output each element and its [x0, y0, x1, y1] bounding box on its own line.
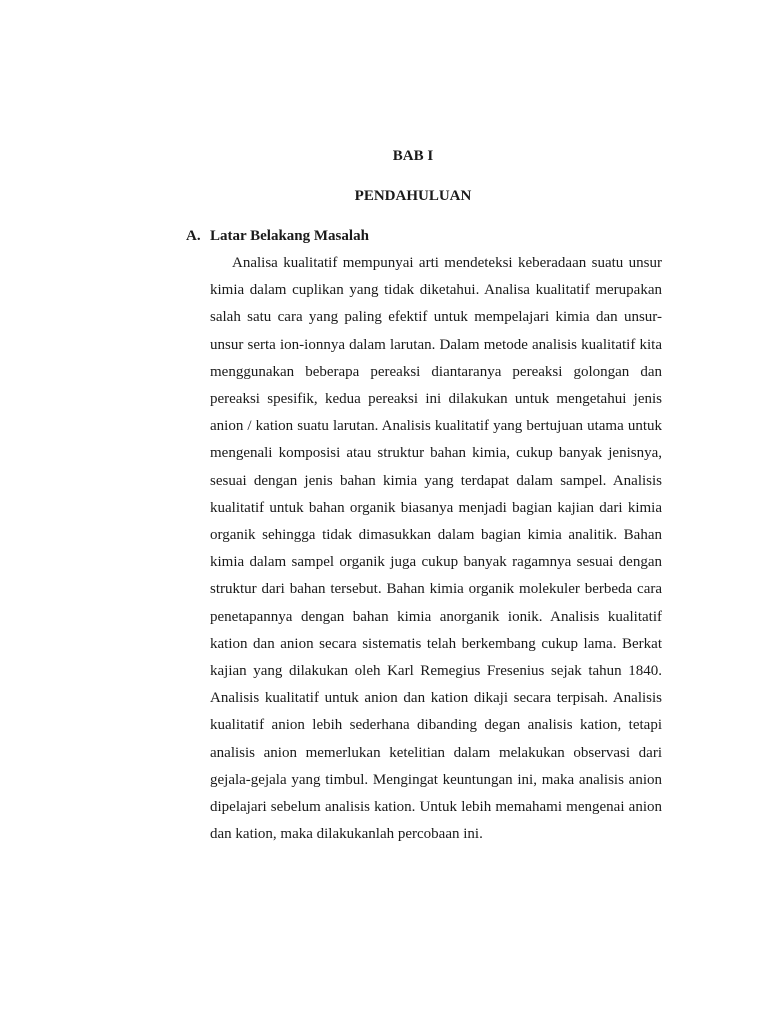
section-title: Latar Belakang Masalah	[210, 228, 369, 244]
chapter-label: BAB I	[392, 148, 434, 164]
chapter-title: PENDAHULUAN	[354, 188, 472, 204]
section-number: A.	[186, 228, 201, 244]
body-paragraph: Analisa kualitatif mempunyai arti mendeteksi keberadaan suatu unsur kimia dalam cuplikan yang tidak diketahui. Analisa kualitatif merupakan salah satu cara yang paling efektif untuk mempelajari kimia dan unsur-unsur serta ion-ionnya dalam larutan. Dalam metode analisis kualitatif kita menggunakan beberapa pereaksi diantaranya pereaksi golongan dan pereaksi spesifik, kedua pereaksi ini dilakukan untuk mengetahui jenis anion / kation suatu larutan. Analisis kualitatif yang bertujuan utama untuk mengenali komposisi atau struktur bahan kimia, cukup banyak jenisnya, sesuai dengan jenis bahan kimia yang terdapat dalam sampel. Analisis kualitatif untuk bahan organik biasanya menjadi bagian kajian dari kimia organik sehingga tidak dimasukkan dalam bagian kimia analitik. Bahan kimia dalam sampel organik juga cukup banyak ragamnya sesuai dengan struktur dari bahan tersebut. Bahan kimia organik molekuler berbeda cara penetapannya dengan bahan kimia anorganik ionik. Analisis kualitatif kation dan anion secara sistematis telah berkembang cukup lama. Berkat kajian yang dilakukan oleh Karl Remegius Fresenius sejak tahun 1840. Analisis kualitatif untuk anion dan kation dikaji secara terpisah. Analisis kualitatif anion lebih sederhana dibanding degan analisis kation, tetapi analisis anion memerlukan ketelitian dalam melakukan observasi dari gejala-gejala yang timbul. Mengingat keuntungan ini, maka analisis anion dipelajari sebelum analisis kation. Untuk lebih memahami mengenai anion dan kation, maka dilakukanlah percobaan ini.	[210, 255, 662, 843]
section-heading	[186, 226, 369, 246]
